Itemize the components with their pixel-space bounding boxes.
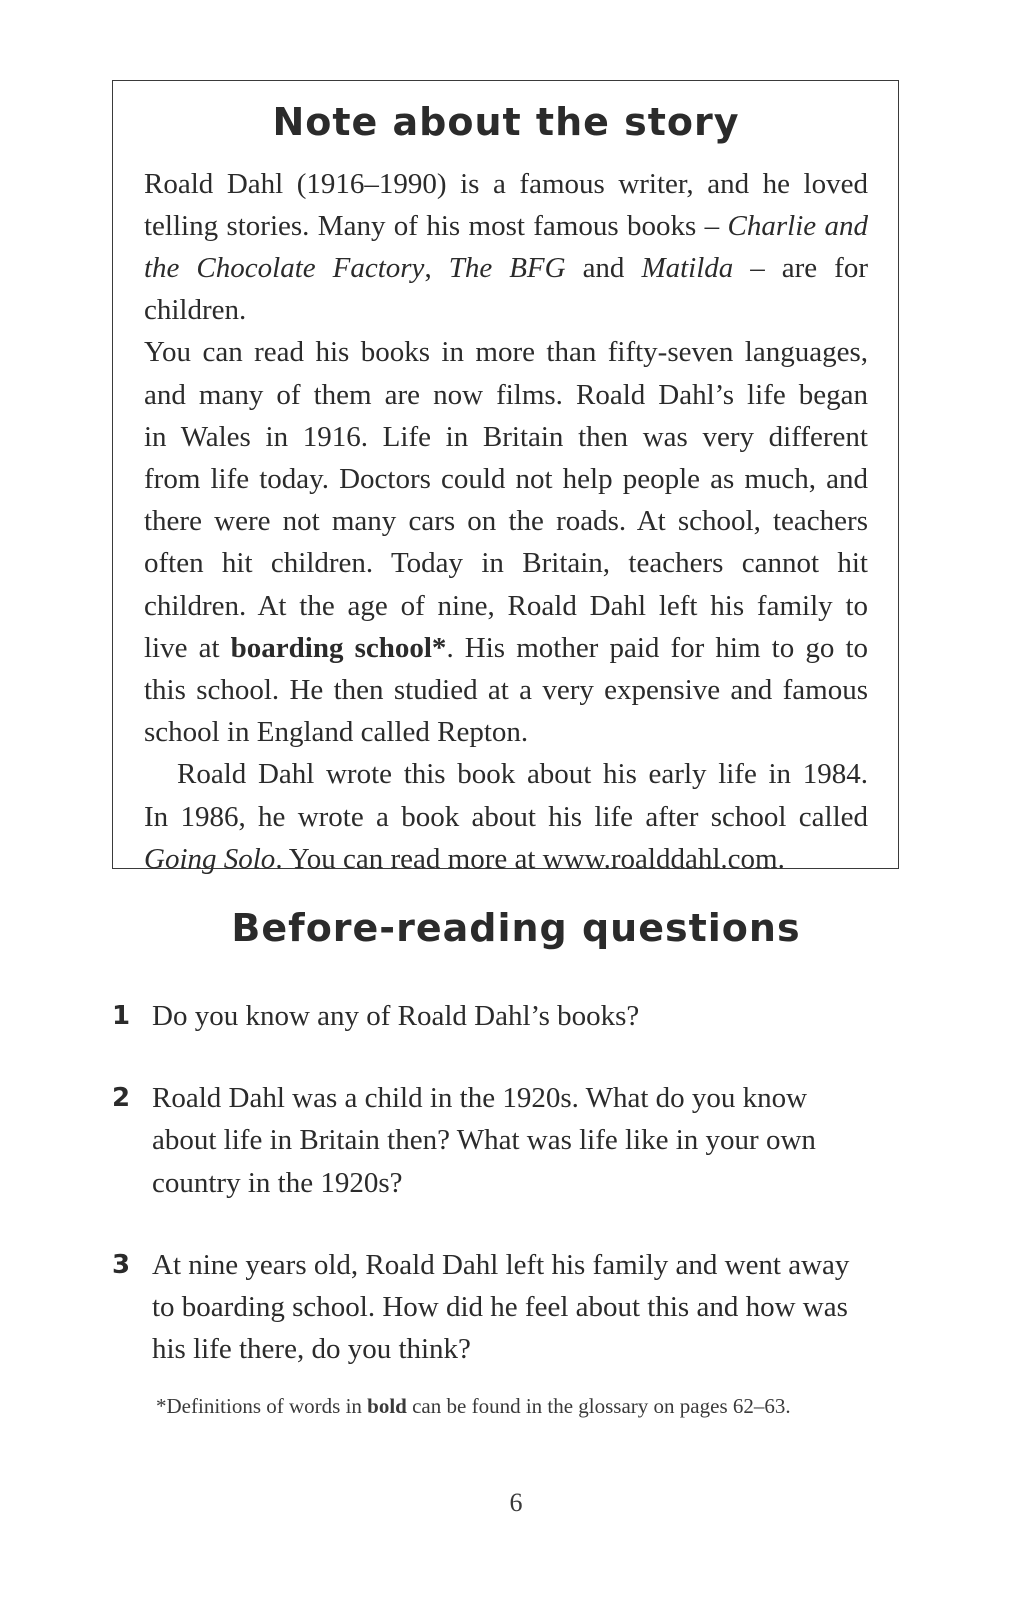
note-line: live at boarding school*. His mother paid for him to go to xyxy=(144,631,868,664)
question-number: 2 xyxy=(112,1083,131,1114)
note-line: telling stories. Many of his most famous books – Charlie and xyxy=(144,209,868,242)
question-list xyxy=(112,995,912,1370)
note-line: and many of them are now films. Roald Dahl’s life began xyxy=(144,378,868,411)
note-line: school in England called Repton. xyxy=(144,716,529,749)
note-line: the Chocolate Factory, The BFG and Matilda – are for children. xyxy=(144,251,868,327)
question-item xyxy=(112,1077,912,1204)
note-box xyxy=(112,80,899,875)
note-paragraph-2 xyxy=(144,753,868,880)
note-line: Going Solo. You can read more at www.roalddahl.com. xyxy=(144,842,785,875)
note-line: this school. He then studied at a very expensive and famous xyxy=(144,673,868,706)
question-number: 3 xyxy=(112,1249,131,1280)
note-title: Note about the story xyxy=(272,100,740,144)
note-line: In 1986, he wrote a book about his life after school called xyxy=(144,800,868,833)
note-line: in Wales in 1916. Life in Britain then was very different xyxy=(144,420,868,453)
note-line: Roald Dahl (1916–1990) is a famous writer, and he loved xyxy=(144,167,868,200)
question-text: Do you know any of Roald Dahl’s books? xyxy=(152,1000,640,1032)
note-line: children. At the age of nine, Roald Dahl left his family to xyxy=(144,589,868,622)
question-text: Roald Dahl was a child in the 1920s. What do you know about life in Britain then? What was life like in your own country in the 1920s? xyxy=(152,1082,816,1199)
section-title: Before-reading questions xyxy=(231,906,801,950)
question-number: 1 xyxy=(112,1001,131,1031)
footnote: *Definitions of words in bold can be found in the glossary on pages 62–63. xyxy=(156,1394,791,1418)
question-text: At nine years old, Roald Dahl left his family and went away to boarding school. How did he feel about this and how was his life there, do you think? xyxy=(152,1248,850,1366)
note-line: Roald Dahl wrote this book about his early life in 1984. xyxy=(177,758,868,791)
glossary-term: boarding school* xyxy=(230,631,447,664)
note-paragraph-1 xyxy=(144,163,868,754)
note-line: You can read his books in more than fifty-seven languages, xyxy=(144,336,868,369)
question-item xyxy=(112,1244,912,1371)
page-number: 6 xyxy=(509,1488,523,1517)
note-body xyxy=(144,163,868,880)
note-line: often hit children. Today in Britain, teachers cannot hit xyxy=(144,547,868,580)
note-line: from life today. Doctors could not help people as much, and xyxy=(144,462,868,495)
question-item xyxy=(112,995,912,1037)
note-line: there were not many cars on the roads. At school, teachers xyxy=(144,505,868,538)
